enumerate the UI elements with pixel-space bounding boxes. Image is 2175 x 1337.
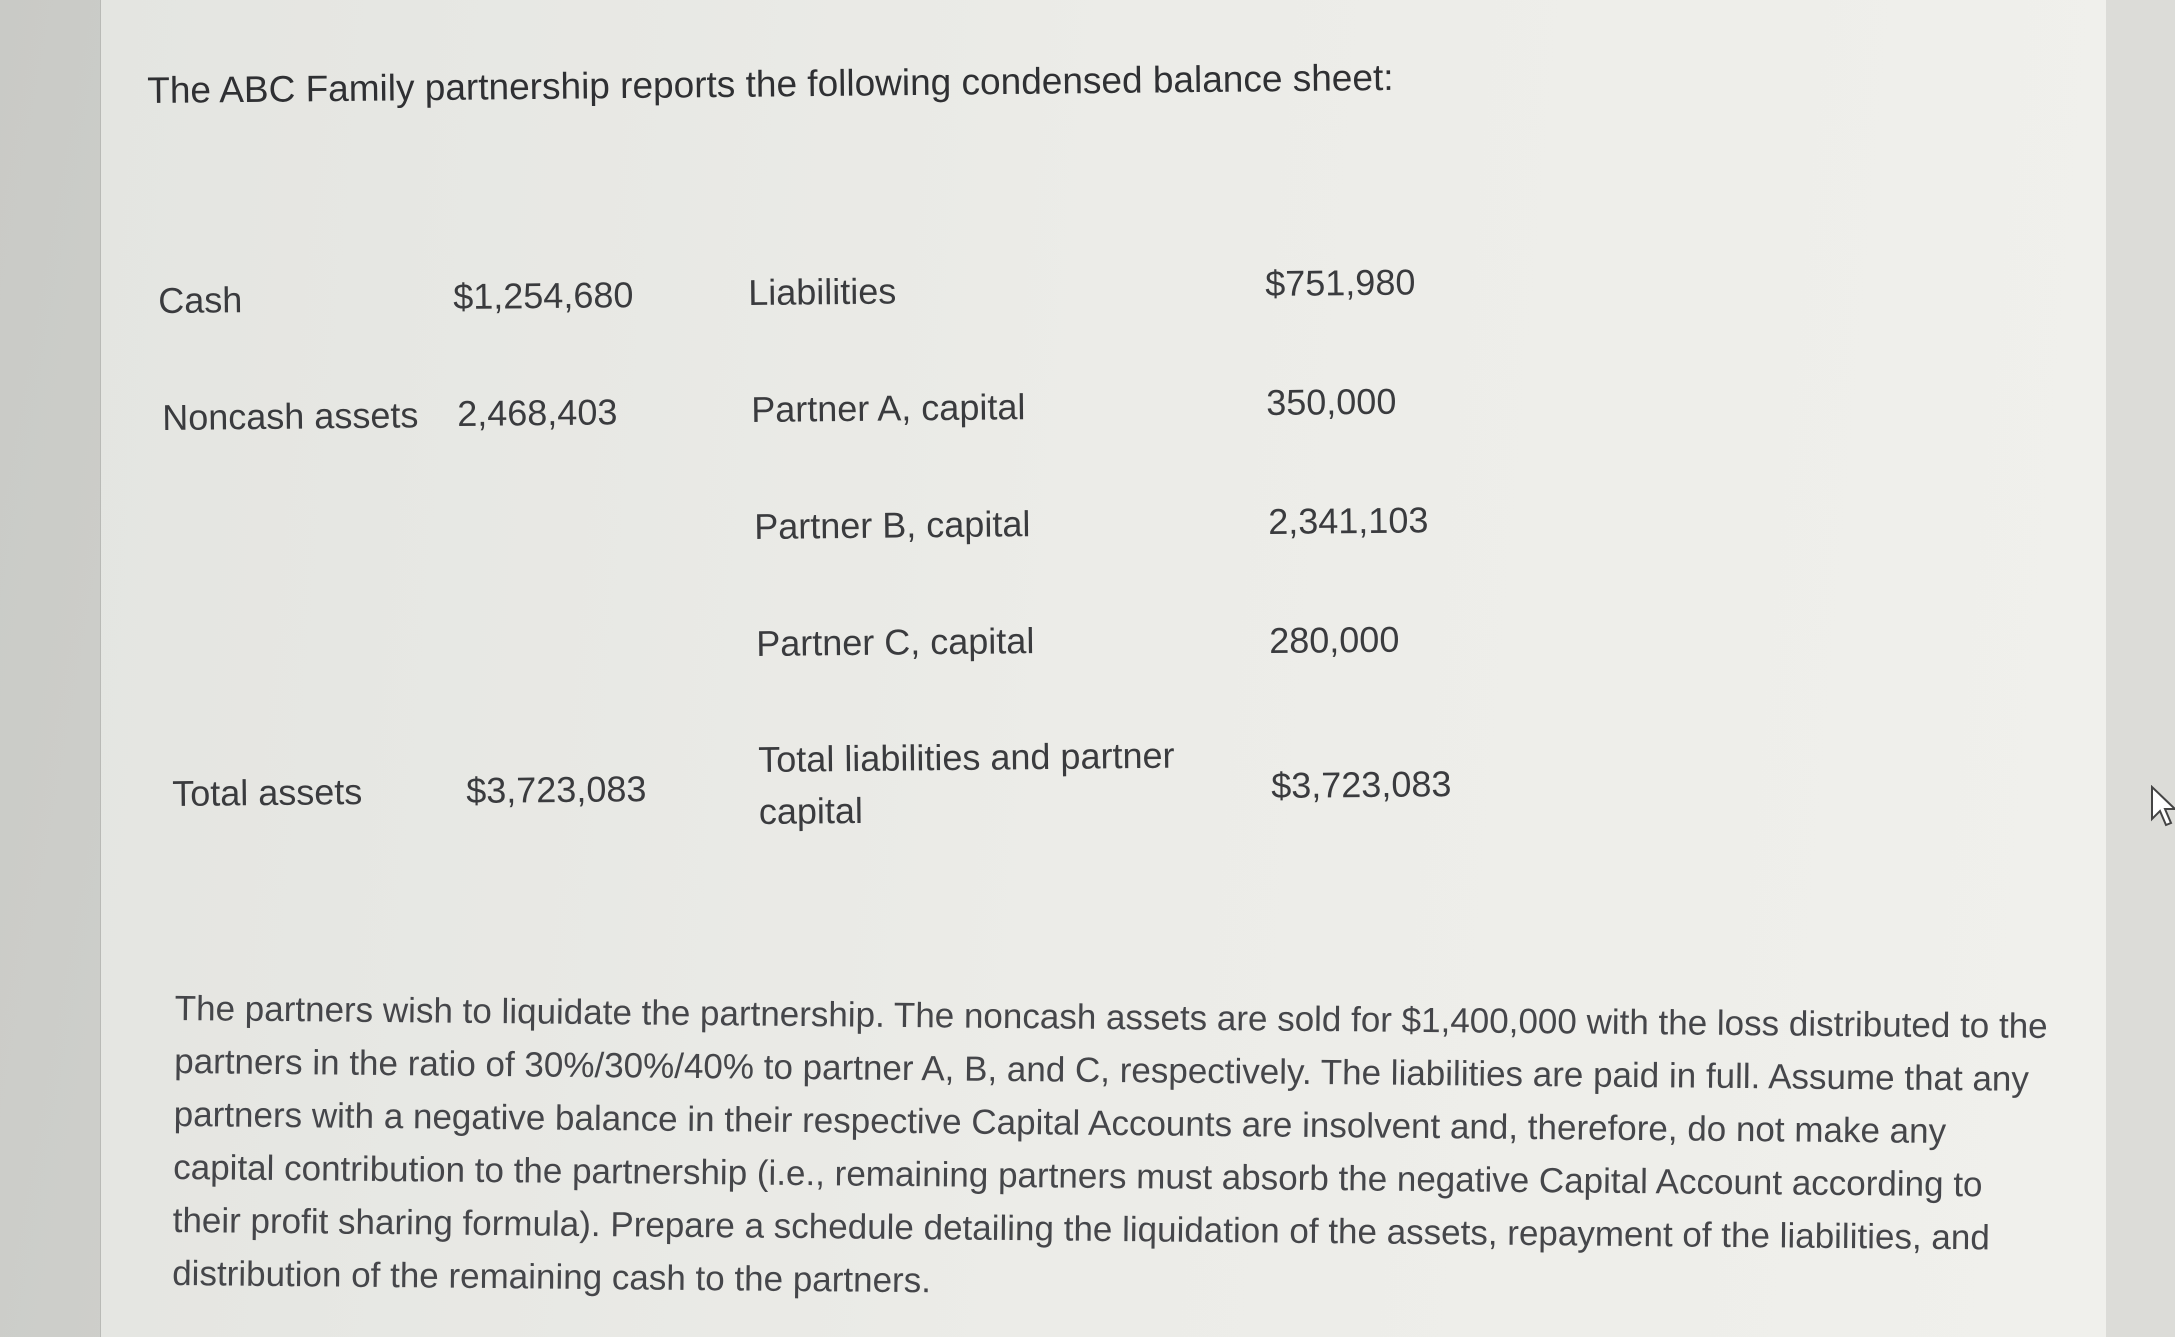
asset-value-cash: $1,254,680 — [453, 274, 634, 317]
claim-value-partner-a: 350,000 — [1266, 380, 1397, 423]
claim-value-liabilities: $751,980 — [1265, 261, 1416, 304]
asset-value-noncash: 2,468,403 — [457, 391, 618, 434]
claim-label-partner-c: Partner C, capital — [756, 620, 1035, 664]
claim-label-total: Total liabilities and partner capital — [758, 734, 1175, 832]
claim-value-partner-c: 280,000 — [1269, 618, 1400, 661]
instructions-paragraph: The partners wish to liquidate the partnership. The noncash assets are sold for $1,400,000 with the loss distributed to the partners in the ratio of 30%/30%/40% to partner A, B, and C, respectively. The liabilities are paid in full. Assume that any partners with a negative balance in their respective Capital Accounts are insolvent and, therefore, do not make any capital contribution to the partnership (i.e., remaining partners must absorb the negative Capital Account according to their profit sharing formula). Prepare a schedule detailing the liquidation of the assets, repayment of the liabilities, and distribution of the remaining cash to the partners. — [172, 988, 2048, 1301]
scrollbar-area[interactable] — [2106, 0, 2175, 1337]
asset-label-total: Total assets — [172, 771, 363, 814]
intro-text: The ABC Family partnership reports the following condensed balance sheet: — [147, 56, 1394, 111]
asset-label-cash: Cash — [158, 279, 243, 321]
asset-label-noncash: Noncash assets — [162, 394, 419, 438]
asset-value-total: $3,723,083 — [466, 768, 647, 811]
claim-label-partner-b: Partner B, capital — [754, 503, 1031, 547]
claim-label-partner-a: Partner A, capital — [751, 386, 1026, 430]
claim-label-liabilities: Liabilities — [748, 270, 897, 313]
claim-value-total: $3,723,083 — [1271, 763, 1452, 806]
claim-value-partner-b: 2,341,103 — [1268, 499, 1429, 542]
mouse-pointer-icon — [2150, 785, 2175, 829]
balance-sheet-table — [0, 0, 1500, 860]
